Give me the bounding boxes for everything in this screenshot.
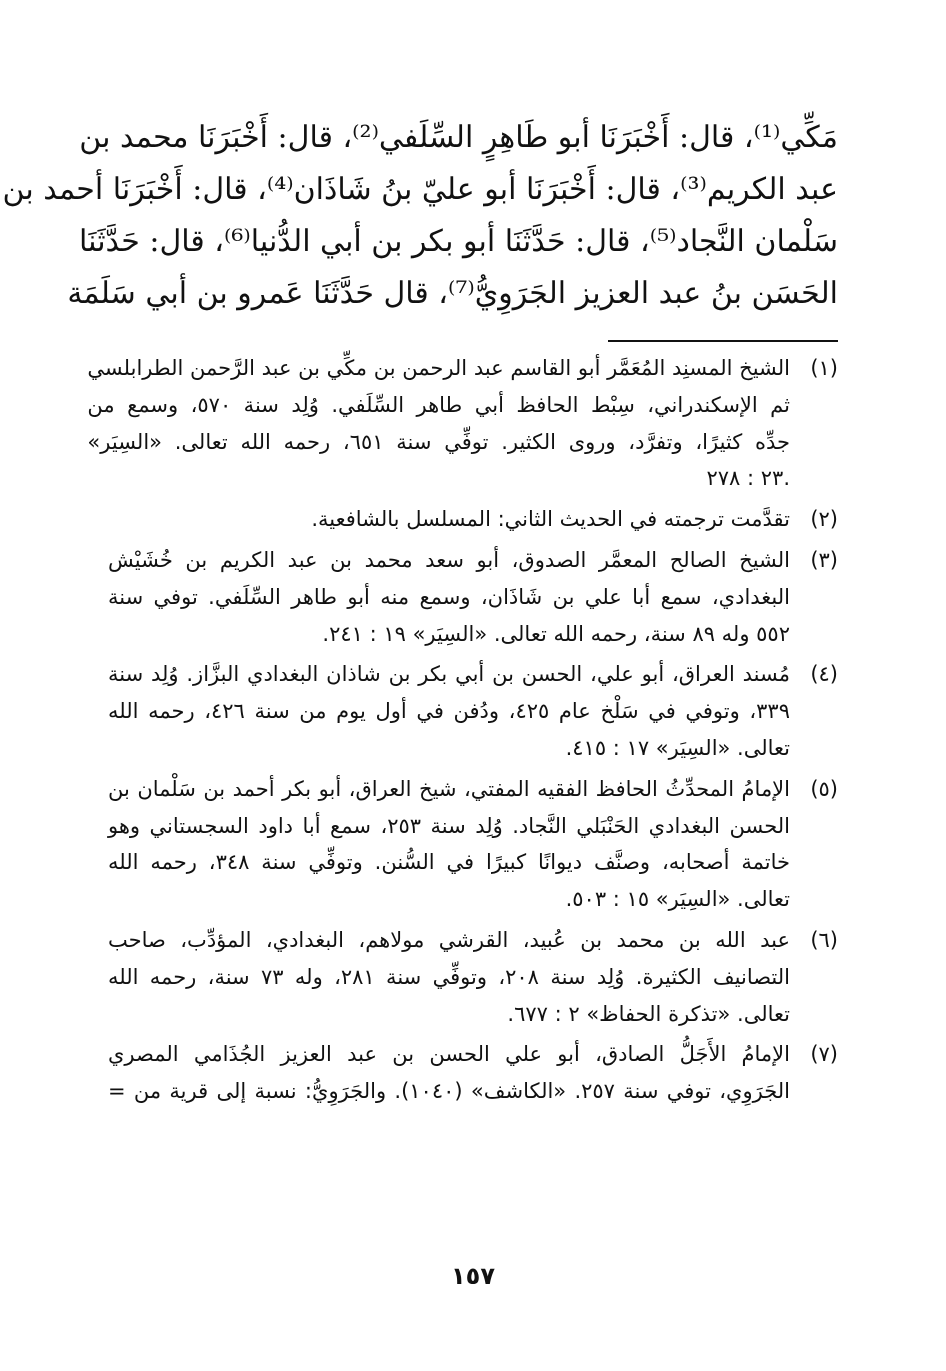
footnote-line: عبد الله بن محمد بن عُبيد، القرشي مولاهم، البغدادي، المؤدِّب، صاحب <box>108 927 790 952</box>
footnote-line: جدِّه كثيرًا، وتفرَّد، وروى الكثير. توفِّي سنة ٦٥١، رحمه الله تعالى. «السِيَر» <box>87 429 791 454</box>
footnote-5 <box>108 771 838 918</box>
footnote-7 <box>108 1036 838 1110</box>
footnote-line: تعالى. «السِيَر» ١٥ : ٥٠٣. <box>565 887 790 912</box>
footnote-separator <box>608 340 838 342</box>
page-number: ١٥٧ <box>451 1262 495 1290</box>
footnote-line: .٢٣ : ٢٧٨ <box>706 466 790 491</box>
footnote-number: (٧) <box>810 1042 838 1067</box>
main-text-line: مَكِّي⁽¹⁾، قال: أَخْبَرَنَا أبو طَاهِرٍ السِّلَفي⁽²⁾، قال: أَخْبَرَنَا محمد بن <box>79 120 838 155</box>
footnote-line: الشيخ المسنِد المُعَمَّر أبو القاسم عبد الرحمن بن مكِّي بن عبد الرَّحمن الطرابلسي <box>87 356 790 380</box>
footnote-number: (٦) <box>810 927 838 952</box>
main-text-line: عبد الكريم⁽³⁾، قال: أَخْبَرَنَا أبو عليّ بنُ شَاذَان⁽⁴⁾، قال: أَخْبَرَنَا أحمد بن <box>2 172 838 207</box>
footnote-number: (١) <box>810 356 838 380</box>
footnote-number: (٣) <box>810 547 838 572</box>
footnote-line: تعالى. «تذكرة الحفاظ» ٢ : ٦٧٧. <box>507 1001 790 1026</box>
footnote-line: الشيخ الصالح المعمَّر الصدوق، أبو سعد محمد بن عبد الكريم بن خُشَيْش <box>108 547 790 572</box>
footnote-body <box>108 501 790 538</box>
footnote-line: ٣٣٩، وتوفي في سَلْخ عام ٤٢٥، ودُفن في أول يوم من سنة ٤٢٦، رحمه الله <box>108 699 790 724</box>
footnote-6 <box>108 922 838 1032</box>
footnote-1 <box>87 350 838 497</box>
footnote-body <box>108 656 790 766</box>
footnotes-section <box>87 350 838 1114</box>
footnote-line: البغدادي، سمع أبا علي بن شَاذَان، وسمع منه أبو طاهر السِّلَفي. توفي سنة <box>108 584 790 609</box>
footnote-2 <box>108 501 838 538</box>
footnote-number: (٤) <box>810 662 838 687</box>
footnote-3 <box>108 542 838 652</box>
footnote-line: الإمامُ المحدِّثُ الحافظ الفقيه المفتي، شيخ العراق، أبو بكر أحمد بن سَلْمان بن <box>108 776 790 801</box>
main-text-block <box>2 112 838 320</box>
footnote-line: مُسند العراق، أبو علي، الحسن بن أبي بكر بن شاذان البغدادي البزَّاز. وُلِد سنة <box>108 662 790 687</box>
footnote-line: الحسن البغدادي الحَنْبَلي النَّجاد. وُلِد سنة ٢٥٣، سمع أبا داود السجستاني وهو <box>108 813 790 838</box>
footnote-number: (٢) <box>810 507 838 532</box>
footnote-line: الجَرَوِي، توفي سنة ٢٥٧. «الكاشف» (١٠٤٠). والجَرَوِيُّ: نسبة إلى قرية من = <box>108 1079 791 1104</box>
main-text-line: الحَسَن بنُ عبد العزيز الجَرَوِيُّ⁽⁷⁾، قال حَدَّثَنَا عَمرو بن أبي سَلَمَة <box>67 276 838 311</box>
footnote-body <box>108 542 790 652</box>
footnote-line: خاتمة أصحابه، وصنَّف ديوانًا كبيرًا في السُّنن. وتوفِّي سنة ٣٤٨، رحمه الله <box>108 850 790 875</box>
footnote-4 <box>108 656 838 766</box>
footnote-line: التصانيف الكثيرة. وُلِد سنة ٢٠٨، وتوفِّي سنة ٢٨١، وله ٧٣ سنة، رحمه الله <box>108 964 791 989</box>
footnote-body <box>108 1036 790 1110</box>
footnote-number: (٥) <box>810 776 838 801</box>
main-text-line: سَلْمان النَّجاد⁽⁵⁾، قال: حَدَّثَنَا أبو بكر بن أبي الدُّنيا⁽⁶⁾، قال: حَدَّثَنَا <box>79 224 838 259</box>
footnote-body <box>108 771 790 918</box>
footnote-line: ٥٥٢ وله ٨٩ سنة، رحمه الله تعالى. «السِيَر» ١٩ : ٢٤١. <box>322 621 790 646</box>
footnote-line: تعالى. «السِيَر» ١٧ : ٤١٥. <box>565 735 790 760</box>
footnote-line: ثم الإسكندراني، سِبْط الحافظ أبي طاهر السِّلَفي. وُلِد سنة ٥٧٠، وسمع من <box>87 392 790 417</box>
footnote-line: الإمامُ الأَجَلُّ الصادق، أبو علي الحسن بن عبد العزيز الجُذَامي المصري <box>108 1042 790 1067</box>
footnote-body <box>108 922 790 1032</box>
footnote-body <box>87 350 790 497</box>
footnote-line: تقدَّمت ترجمته في الحديث الثاني: المسلسل بالشافعية. <box>311 507 790 532</box>
